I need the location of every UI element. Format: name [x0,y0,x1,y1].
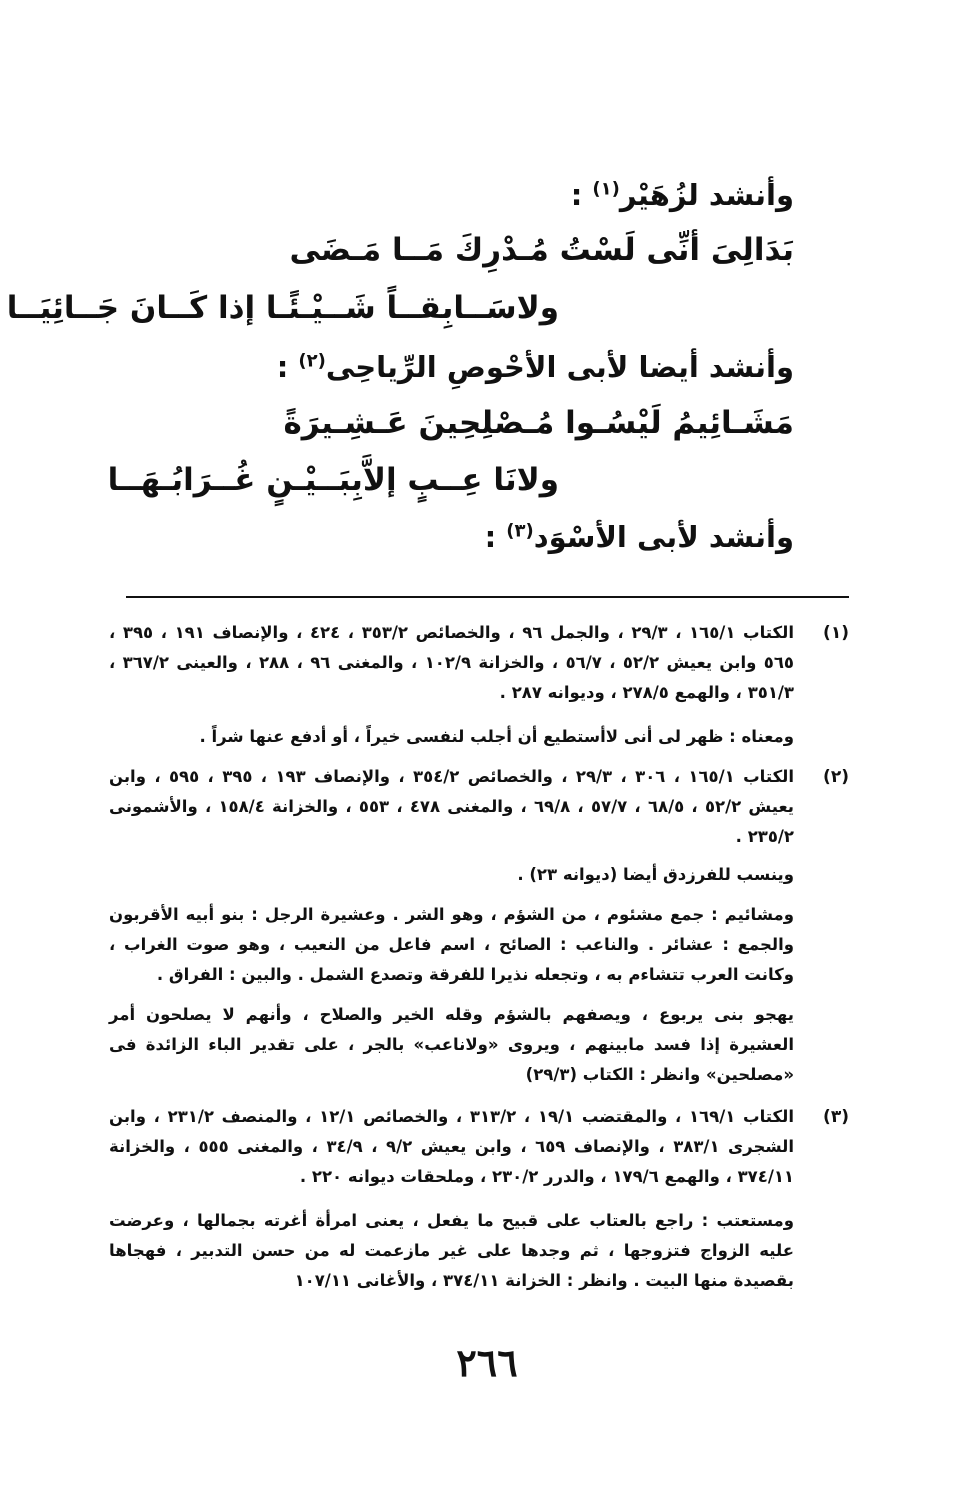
page-number: ٢٦٦ [456,1340,518,1385]
colon: : [276,350,299,384]
footnote-ref: (١) [592,178,620,200]
verse-1-first-hemistich: بَدَالِىَ أنِّى لَسْتُ مُـدْرِكَ مَــا مَـضَى [289,232,794,268]
colon: : [570,178,593,212]
intro-text: وأنشد لأبى الأسْوَد [533,520,794,554]
footnote-text: الكتاب ١٦٥/١ ، ٣٠٦ ، ٢٩/٣ ، والخصائص ٣٥٤/٢ ، والإنصاف ١٩٣ ، ٣٩٥ ، ٥٩٥ ، وابن يعيش ٥٢/٢ ، ٦٨/٥ ، ٥٧/٧ ، ٦٩/٨ ، والمغنى ٤٧٨ ، ٥٥٣ ، والخزانة ١٥٨/٤ ، والأشمونى ٢٣٥/٢ . [109,767,795,846]
footnote-note: ومشائيم : جمع مشئوم ، من الشؤم ، وهو الشر . وعشيرة الرجل : بنو أبيه الأقربون والجمع : عشائر . والناعب : الصائح ، اسم فاعل من النعيب ، وهو صوت الغراب ، وكانت العرب تتشاءم به ، وتجعله نذيرا للفرقة وتصدع الشمل . والبين : الفراق . [109,905,794,984]
intro-text: وأنشد لزُهَيْر [619,178,794,212]
verse-2-first-hemistich: مَشَـائِيمُ لَيْسُـوا مُـصْلِحِينَ عَـشِـيرَةً [283,405,794,441]
footnote-2-note-1 [109,860,849,892]
colon: : [484,520,507,554]
footnote-text: الكتاب ١٦٥/١ ، ٢٩/٣ ، والجمل ٩٦ ، والخصائص ٣٥٣/٢ ، ٤٢٤ ، والإنصاف ١٩١ ، ٣٩٥ ، ٥٦٥ وابن يعيش ٥٢/٢ ، ٥٦/٧ ، والخزانة ١٠٢/٩ ، والمغنى ٩٦ ، ٢٨٨ ، والعينى ٣٦٧/٢ ، ٣٥١/٣ ، والهمع ٢٧٨/٥ ، وديوانه ٢٨٧ . [109,623,794,702]
footnote-number: (٣) [823,1107,849,1127]
footnote-note: وينسب للفرزدق أيضا (ديوانه ٢٣) . [517,865,794,884]
footnote-note: ومستعتب : راجع بالعتاب على قبيح ما يفعل ، يعنى امرأة أغرته بجمالها ، وعرضت عليه الزواج فتزوجها ، ثم وجدها على غير مازعمت له من حسن التدبير ، فهجاها بقصيدة منها البيت . وانظر : الخزانة ٣٧٤/١١ ، والأغانى ١٠٧/١١ [109,1211,794,1290]
footnote-3-note [109,1206,849,1298]
footnote-ref: (٢) [298,350,326,372]
footnote-3 [109,1102,849,1194]
footnote-number: (١) [823,623,849,643]
verse-2-second-hemistich: ولانَا عِــبٍ إلاَّبِبَــيْـنٍ غُــرَابُـهَــا [107,462,559,498]
footnote-note: يهجو بنى يربوع ، ويصفهم بالشؤم وقله الخير والصلاح ، وأنهم لا يصلحون أمر العشيرة إذا فسد مابينهم ، ويروى «ولاناعب» بالجر ، على تقدير الباء الزائدة فى «مصلحين» وانظر : الكتاب (٢٩/٣) [109,1005,794,1084]
intro-line-2 [277,350,794,384]
footnote-2-note-2 [109,900,849,992]
footnote-2-note-3 [109,1000,849,1092]
footnote-ref: (٣) [506,520,534,542]
footnote-number: (٢) [823,767,849,787]
footnote-separator [126,596,849,598]
footnote-1 [109,618,849,733]
intro-line-3 [485,520,794,554]
footnote-note: ومعناه : ظهر لى أنى لاأستطيع أن أجلب لنفسى خيراً ، أو أدفع عنها شراً . [199,727,794,746]
footnote-2 [109,762,849,852]
intro-line-1 [571,178,794,212]
footnote-text: الكتاب ١٦٩/١ ، والمقتضب ١٩/١ ، ٣١٣/٢ ، والخصائص ١٢/١ ، والمنصف ٢٣١/٢ ، وابن الشجرى ٣٨٣/١ ، والإنصاف ٦٥٩ ، وابن يعيش ٩/٢ ، ٣٤/٩ ، والمغنى ٥٥٥ ، والخزانة ٣٧٤/١١ ، والهمع ١٧٩/٦ ، والدرر ٢٣٠/٢ ، وملحقات ديوانه ٢٢٠ . [109,1107,794,1186]
footnote-1-note [109,722,849,754]
intro-text: وأنشد أيضا لأبى الأحْوصِ الرِّياحِى [325,350,794,384]
verse-1-second-hemistich: ولاسَــابِقــاً شَــيْـئًـا إذا كَــانَ جَــائِيَــا [6,290,559,326]
